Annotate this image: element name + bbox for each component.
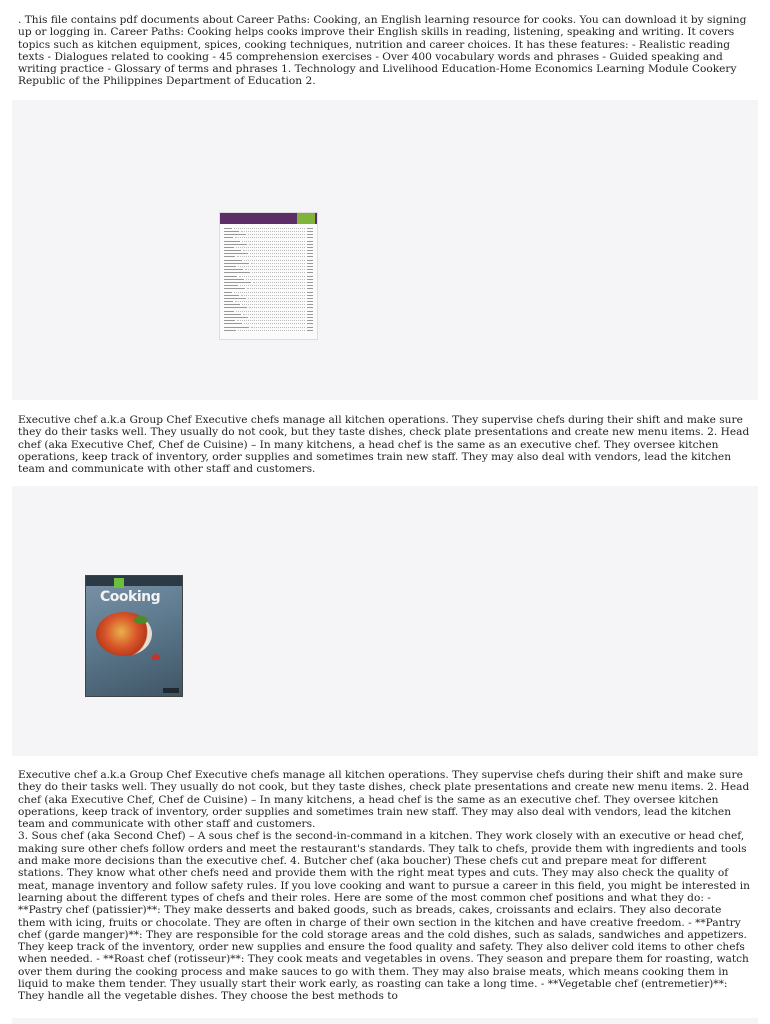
toc-lines (220, 224, 317, 335)
page-background-band (12, 1018, 758, 1024)
toc-header-tab (297, 213, 315, 224)
intro-paragraph: . This file contains pdf documents about Career Paths: Cooking, an English learning resource for cooks. You can download it by signing up or logging in. Career Paths: Cooking helps cooks improve their English skills in reading, listening, speaking and writing. It covers topics such as kitchen equipment, spices, cooking techniques, nutrition and career choices. It has these features: - Realistic reading texts - Dialogues related to cooking - 45 comprehension exercises - Over 400 vocabulary words and phrases - Guided speaking and writing practice - Glossary of terms and phrases 1. Technology and Livelihood Education-Home Economics Learning Module Cookery Republic of the Philippines Department of Education 2. (18, 14, 747, 88)
cover-title: Cooking (100, 589, 161, 605)
toc-line (224, 329, 313, 332)
publisher-logo-icon (152, 654, 160, 660)
table-of-contents-thumbnail[interactable] (219, 212, 318, 340)
herb-garnish-image (134, 616, 148, 624)
cover-top-bar (86, 576, 182, 586)
cover-badge (163, 688, 179, 693)
chef-roles-paragraph: Executive chef a.k.a Group Chef Executive chefs manage all kitchen operations. They supervise chefs during their shift and make sure they do their tasks well. They usually do not cook, but they taste dishes, check plate presentations and create new menu items. 2. Head chef (aka Executive Chef, Chef de Cuisine) – In many kitchens, a head chef is the same as an executive chef. They oversee kitchen operations, keep track of inventory, order supplies and sometimes train new staff. They may also deal with vendors, lead the kitchen team and communicate with other staff and customers. (18, 414, 750, 476)
chef-positions-paragraph: Executive chef a.k.a Group Chef Executive chefs manage all kitchen operations. They supervise chefs during their shift and make sure they do their tasks well. They usually do not cook, but they taste dishes, check plate presentations and create new menu items. 2. Head chef (aka Executive Chef, Chef de Cuisine) – In many kitchens, a head chef is the same as an executive chef. They oversee kitchen operations, keep track of inventory, order supplies and sometimes train new staff. They may also deal with vendors, lead the kitchen team and communicate with other staff and customers. 3. Sous chef (aka Second Chef) – A sous chef is the second-in-command in a kitchen. They work closely with an executive or head chef, making sure other chefs follow orders and meet the restaurant's standards. They talk to chefs, provide them with ingredients and tools and make more decisions than the executive chef. 4. Butcher chef (aka boucher) These chefs cut and prepare meat for different stations. They know what other chefs need and provide them with the right meat types and cuts. They may also check the quality of meat, manage inventory and follow safety rules. If you love cooking and want to pursue a career in this field, you might be interested in learning about the different types of chefs and their roles. Here are some of the most common chef positions and what they do: - **Pastry chef (patissier)**: They make desserts and baked goods, such as breads, cakes, croissants and eclairs. They also decorate them with icing, fruits or chocolate. They are often in charge of their own section in the kitchen and have creative freedom. - **Pantry chef (garde manger)**: They are responsible for the cold storage areas and the cold dishes, such as salads, sandwiches and appetizers. They keep track of the inventory, order new supplies and ensure the food quality and safety. They also deliver cold items to other chefs when needed. - **Roast chef (rotisseur)**: They cook meats and vegetables in ovens. They season and prepare them for roasting, watch over them during the cooking process and make sauces to go with them. They may also braise meats, which means cooking them in liquid to make them tender. They usually start their work early, as roasting can take a long time. - **Vegetable chef (entremetier)**: They handle all the vegetable dishes. They choose the best methods to (18, 769, 750, 1003)
page-background-band (12, 100, 758, 400)
cover-logo-icon (114, 578, 124, 588)
book-cover-thumbnail[interactable] (85, 575, 183, 697)
toc-header-bar (220, 213, 317, 224)
